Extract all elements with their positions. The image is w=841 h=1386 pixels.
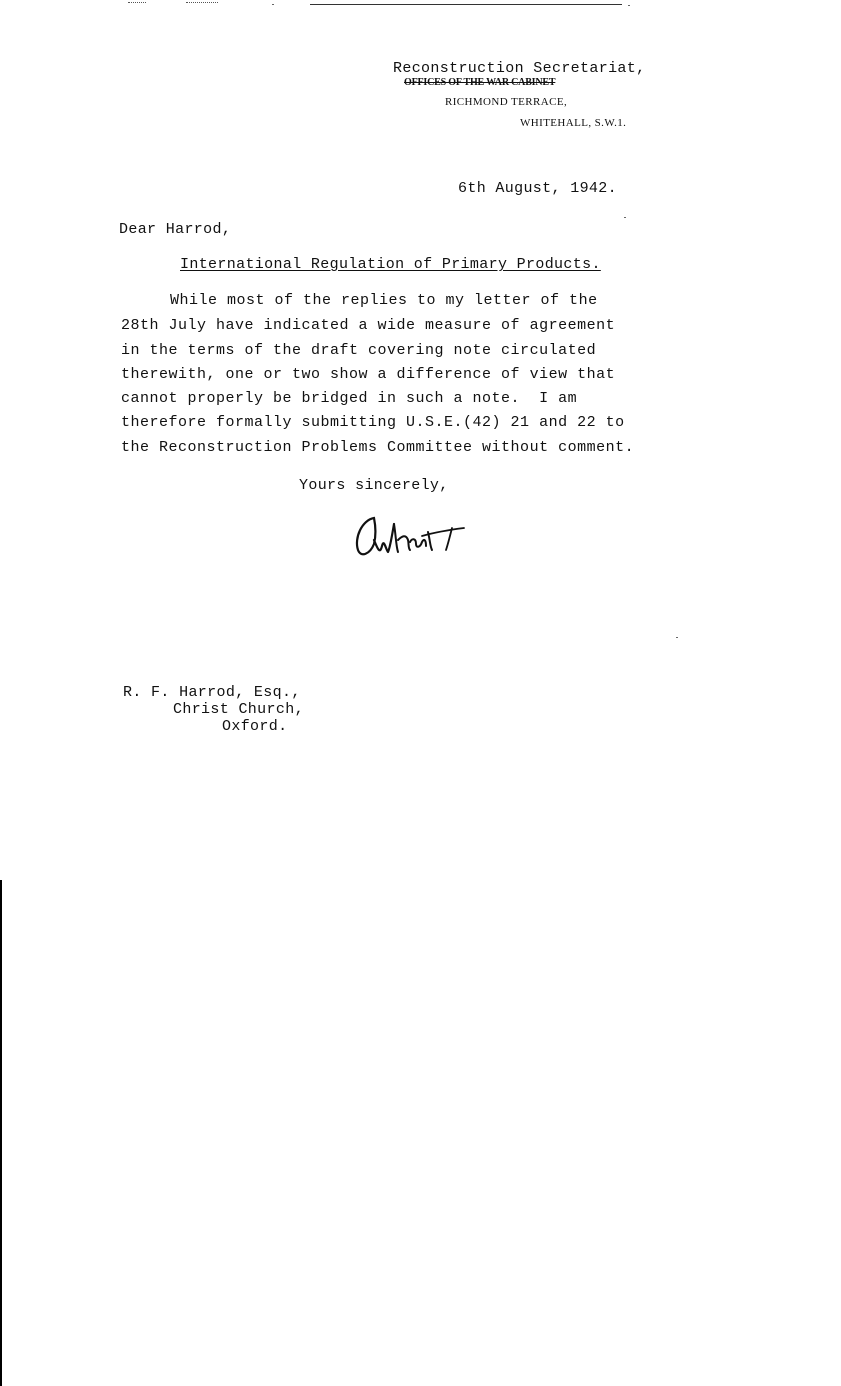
body-line: therewith, one or two show a difference of view that bbox=[121, 366, 616, 383]
letter-date: 6th August, 1942. bbox=[458, 180, 617, 197]
scan-left-edge bbox=[0, 880, 2, 1386]
recipient-city: Oxford. bbox=[222, 718, 288, 735]
letterhead-street: RICHMOND TERRACE, bbox=[445, 96, 568, 108]
recipient-college: Christ Church, bbox=[173, 701, 304, 718]
subject-heading: International Regulation of Primary Products. bbox=[180, 256, 601, 273]
letterhead-struck-office: OFFICES OF THE WAR CABINET bbox=[404, 77, 556, 88]
body-line: cannot properly be bridged in such a note. I am bbox=[121, 390, 578, 407]
scan-top-dots bbox=[186, 2, 218, 6]
letterhead-district: WHITEHALL, S.W.1. bbox=[520, 117, 627, 129]
recipient-name: R. F. Harrod, Esq., bbox=[123, 684, 301, 701]
letterhead-secretariat: Reconstruction Secretariat, bbox=[393, 60, 646, 77]
body-line: 28th July have indicated a wide measure of agreement bbox=[121, 317, 616, 334]
body-line: therefore formally submitting U.S.E.(42) 21 and 22 to bbox=[121, 414, 625, 431]
scan-top-dots bbox=[128, 2, 146, 6]
scan-speck bbox=[272, 4, 274, 5]
scan-speck bbox=[676, 637, 678, 638]
body-line: in the terms of the draft covering note circulated bbox=[121, 342, 597, 359]
handwritten-signature bbox=[352, 510, 472, 566]
scan-top-rule bbox=[310, 4, 622, 5]
closing: Yours sincerely, bbox=[299, 477, 449, 494]
scan-speck bbox=[624, 217, 626, 218]
salutation: Dear Harrod, bbox=[119, 221, 232, 238]
body-line: While most of the replies to my letter of the bbox=[170, 292, 598, 309]
scan-speck bbox=[628, 5, 630, 6]
body-line: the Reconstruction Problems Committee without comment. bbox=[121, 439, 635, 456]
